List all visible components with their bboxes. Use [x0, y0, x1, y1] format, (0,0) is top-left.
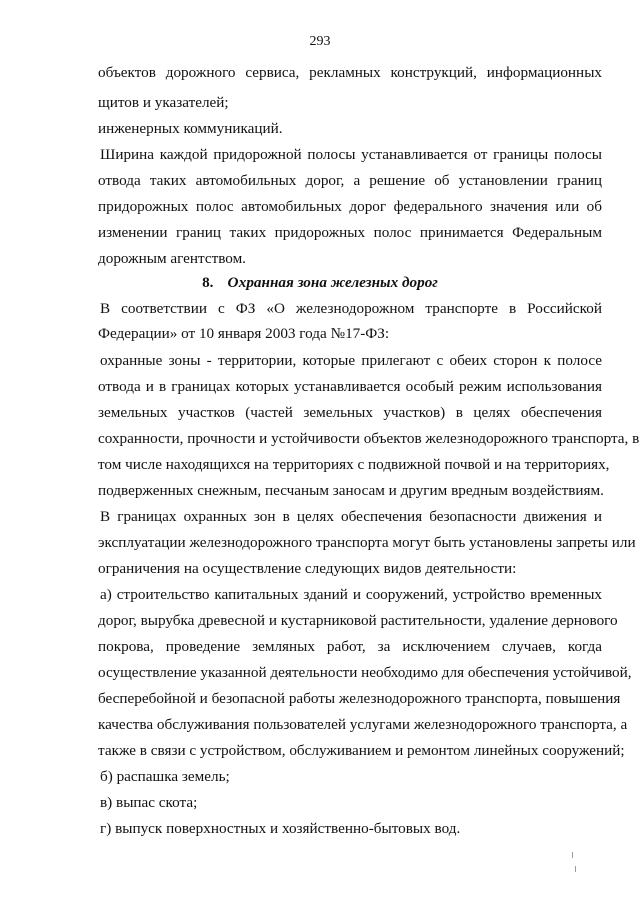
text-line: придорожных полос автомобильных дорог федерального значения или об [98, 198, 602, 215]
text-line: объектов дорожного сервиса, рекламных конструкций, информационных [98, 64, 602, 81]
text-line: Федерации» от 10 января 2003 года №17-ФЗ: [98, 325, 390, 342]
text-line: В границах охранных зон в целях обеспечения безопасности движения и [100, 508, 602, 525]
text-line: дорог, вырубка древесной и кустарниковой растительности, удаление дернового [98, 612, 618, 629]
text-line: бесперебойной и безопасной работы железнодорожного транспорта, повышения [98, 690, 621, 707]
text-line: щитов и указателей; [98, 94, 229, 111]
section-heading [0, 274, 640, 292]
text-line: дорожным агентством. [98, 250, 246, 267]
section-title: Охранная зона железных дорог [227, 274, 438, 291]
scan-speck [572, 852, 573, 858]
list-item: г) выпуск поверхностных и хозяйственно-бытовых вод. [100, 820, 461, 837]
section-number: 8. [202, 274, 214, 291]
text-line: отвода и в границах которых устанавливается особый режим использования [98, 378, 602, 395]
page-number: 293 [309, 34, 331, 49]
text-line: качества обслуживания пользователей услугами железнодорожного транспорта, а [98, 716, 628, 733]
text-line: Ширина каждой придорожной полосы устанавливается от границы полосы [100, 146, 602, 163]
list-item: б) распашка земель; [100, 768, 230, 785]
scan-speck [575, 866, 576, 872]
text-line: сохранности, прочности и устойчивости объектов железнодорожного транспорта, в [98, 430, 640, 447]
text-line: земельных участков (частей земельных участков) в целях обеспечения [98, 404, 602, 421]
text-line: покрова, проведение земляных работ, за исключением случаев, когда [98, 638, 602, 655]
text-line: том числе находящихся на территориях с подвижной почвой и на территориях, [98, 456, 610, 473]
text-line: осуществление указанной деятельности необходимо для обеспечения устойчивой, [98, 664, 632, 681]
text-line: В соответствии с ФЗ «О железнодорожном транспорте в Российской [100, 300, 602, 317]
text-line: инженерных коммуникаций. [98, 120, 283, 137]
text-line: также в связи с устройством, обслуживанием и ремонтом линейных сооружений; [98, 742, 625, 759]
text-line: ограничения на осуществление следующих видов деятельности: [98, 560, 517, 577]
text-line: охранные зоны - территории, которые прилегают с обеих сторон к полосе [100, 352, 602, 369]
text-line: изменении границ таких придорожных полос принимается Федеральным [98, 224, 602, 241]
text-line: отвода таких автомобильных дорог, а решение об установлении границ [98, 172, 602, 189]
text-line: эксплуатации железнодорожного транспорта могут быть установлены запреты или [98, 534, 636, 551]
list-item: в) выпас скота; [100, 794, 198, 811]
text-line: подверженных снежным, песчаным заносам и другим вредным воздействиям. [98, 482, 604, 499]
list-item: а) строительство капитальных зданий и сооружений, устройство временных [100, 586, 602, 603]
